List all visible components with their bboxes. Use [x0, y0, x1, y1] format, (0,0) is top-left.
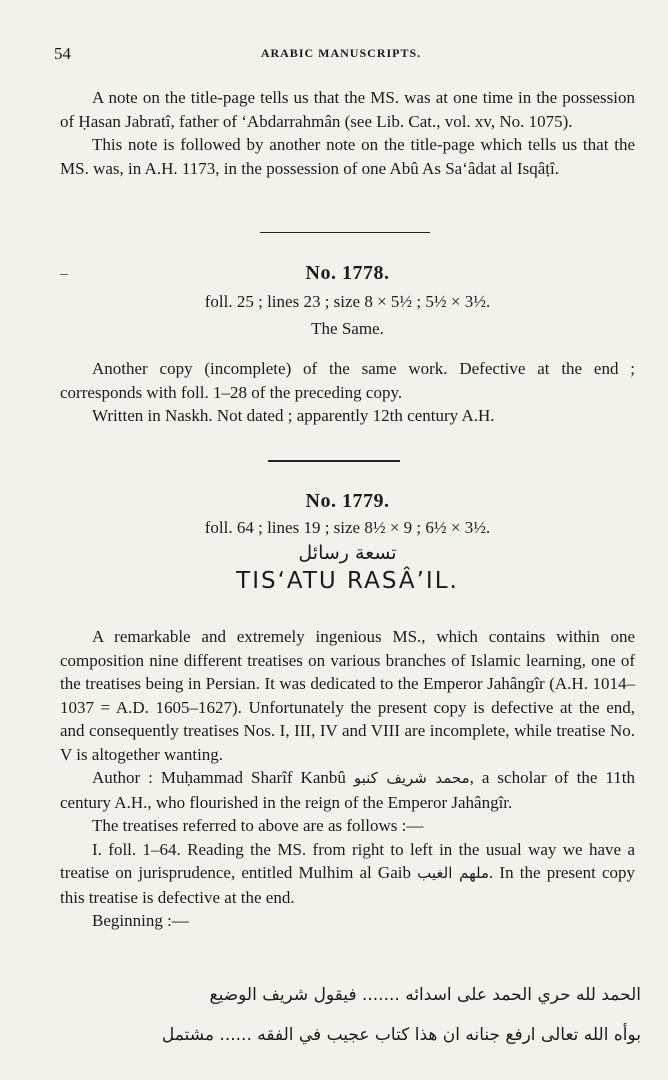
section-divider	[268, 460, 400, 462]
entry-1779-header	[60, 490, 635, 594]
author-arabic: محمد شريف كنبو	[353, 769, 470, 787]
beginning-label: Beginning :—	[92, 911, 189, 930]
entry-1778-header	[60, 262, 635, 339]
treatise-text-cont: . In the present copy this treatise is defective at the end.	[60, 863, 636, 907]
running-header	[54, 44, 628, 66]
treatise-text: I. foll. 1–64. Reading the MS. from right to left in the usual way we have a treatise on jurisprudence, entitled Mulhim al Gaib	[60, 839, 635, 882]
author-text: Author : Muḥammad Sharîf Kanbû	[92, 768, 346, 787]
entry-meta: foll. 25 ; lines 23 ; size 8 × 5½ ; 5½ × 3½.	[204, 292, 491, 311]
arabic-title: تسعة رسائل	[298, 542, 397, 564]
entry-1778-description	[60, 357, 635, 428]
intro-paragraph-1: A note on the title-page tells us that the MS. was at one time in the possession of Ḥasan Jabratî, father of ‘Abdarrahmân (see Lib. Cat., vol. xv, No. 1075).	[60, 88, 635, 131]
entry-number: No. 1778.	[305, 262, 390, 284]
description-paragraph: Another copy (incomplete) of the same work. Defective at the end ; corresponds with foll. 1–28 of the preceding copy.	[60, 359, 635, 402]
treatises-intro: The treatises referred to above are as follows :—	[92, 816, 424, 835]
intro-section	[60, 86, 635, 180]
arabic-text-line-1: الحمد لله حري الحمد على اسدائه ....... فيقول شريف الوضيع	[209, 985, 641, 1005]
treatise-item-1	[60, 838, 635, 910]
page-number: 54	[54, 44, 71, 63]
arabic-text-line-2: بوأه الله تعالى ارفع جنانه ان هذا كتاب عجيب في الفقه ...... مشتمل	[161, 1025, 641, 1045]
entry-title: The Same.	[311, 319, 384, 338]
description-paragraph: A remarkable and extremely ingenious MS., which contains within one composition nine different treatises on various branches of Islamic learning, one of the treatises being in Persian. It was dedicated to the Emperor Jahângîr (A.H. 1014–1037 = A.D. 1605–1627). Unfortunately the present copy is defective at the end, and consequently treatises Nos. I, III, IV and VIII are incomplete, while treatise No. V is altogether wanting.	[60, 627, 635, 764]
author-paragraph	[60, 766, 635, 814]
entry-meta: foll. 64 ; lines 19 ; size 8½ × 9 ; 6½ × 3½.	[204, 518, 491, 537]
intro-paragraph-2: This note is followed by another note on the title-page which tells us that the MS. was, in A.H. 1173, in the possession of one Abû As Sa‘âdat al Isqâṭî.	[60, 135, 635, 178]
running-title: ARABIC MANUSCRIPTS.	[260, 46, 422, 60]
entry-number: No. 1779.	[305, 490, 390, 512]
section-divider	[260, 232, 430, 233]
entry-title: TIS‘ATU RASÂ’IL.	[236, 568, 459, 594]
treatise-arabic-title: ملهم الغيب	[417, 864, 489, 882]
author-text-cont: , a scholar of the 11th century A.H., who flourished in the reign of the Emperor Jahângîr.	[60, 768, 636, 812]
script-note: Written in Naskh. Not dated ; apparently 12th century A.H.	[92, 406, 495, 425]
entry-1779-description	[60, 625, 635, 933]
